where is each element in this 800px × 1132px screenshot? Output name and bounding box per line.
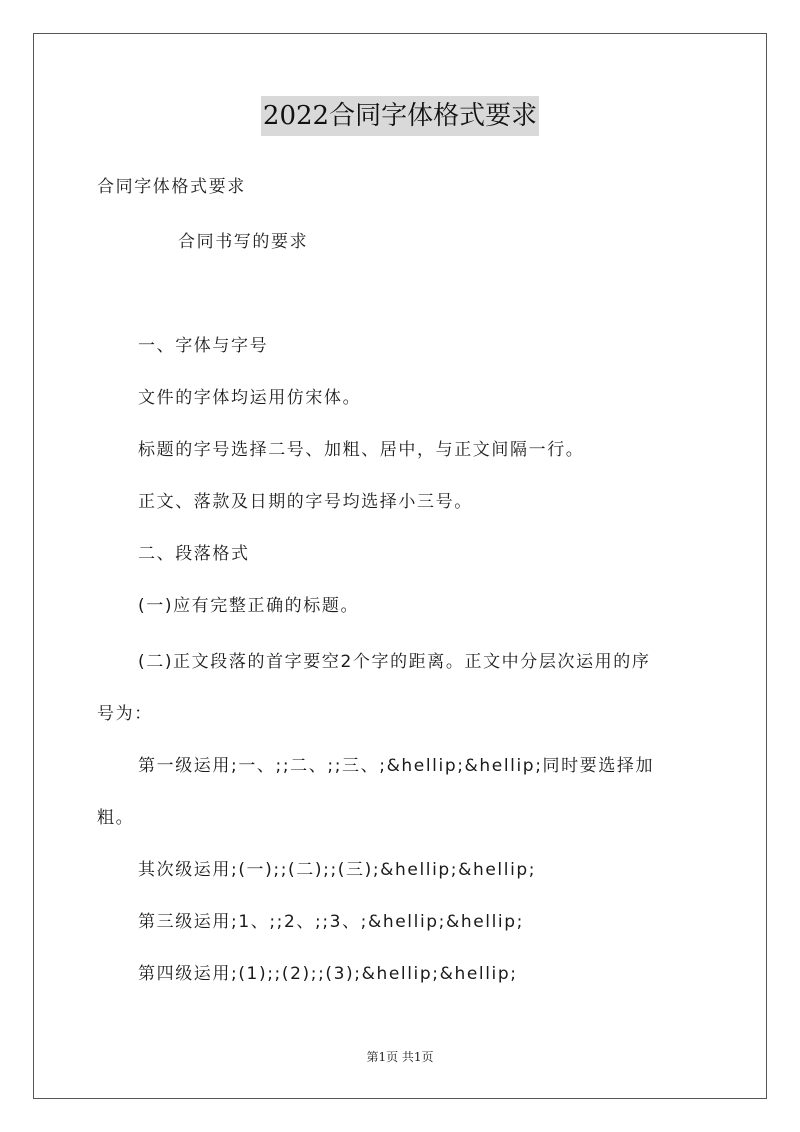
paragraph-line: 一、字体与字号 [138,336,269,356]
paragraph-line: 号为： [97,704,153,724]
page-footer: 第1页 共1页 [366,1050,434,1064]
title-container [0,96,800,136]
paragraph-line: 第四级运用;(1);;(2);;(3);&hellip;&hellip; [138,964,518,984]
paragraph-line: 正文、落款及日期的字号均选择小三号。 [138,492,473,512]
document-title: 2022合同字体格式要求 [261,96,539,136]
subtitle-line: 合同字体格式要求 [97,177,246,197]
paragraph-line: 粗。 [97,808,135,828]
paragraph-line: (二)正文段落的首字要空2个字的距离。正文中分层次运用的序 [138,652,651,672]
paragraph-line: 标题的字号选择二号、加粗、居中，与正文间隔一行。 [138,440,585,460]
paragraph-line: 其次级运用;(一);;(二);;(三);&hellip;&hellip; [138,860,537,880]
section-heading: 合同书写的要求 [178,232,309,252]
paragraph-line: 第一级运用;一、;;二、;;三、;&hellip;&hellip;同时要选择加 [138,756,655,776]
paragraph-line: 第三级运用;1、;;2、;;3、;&hellip;&hellip; [138,912,524,932]
paragraph-line: 二、段落格式 [138,544,250,564]
paragraph-line: 文件的字体均运用仿宋体。 [138,388,362,408]
paragraph-line: (一)应有完整正确的标题。 [138,596,360,616]
